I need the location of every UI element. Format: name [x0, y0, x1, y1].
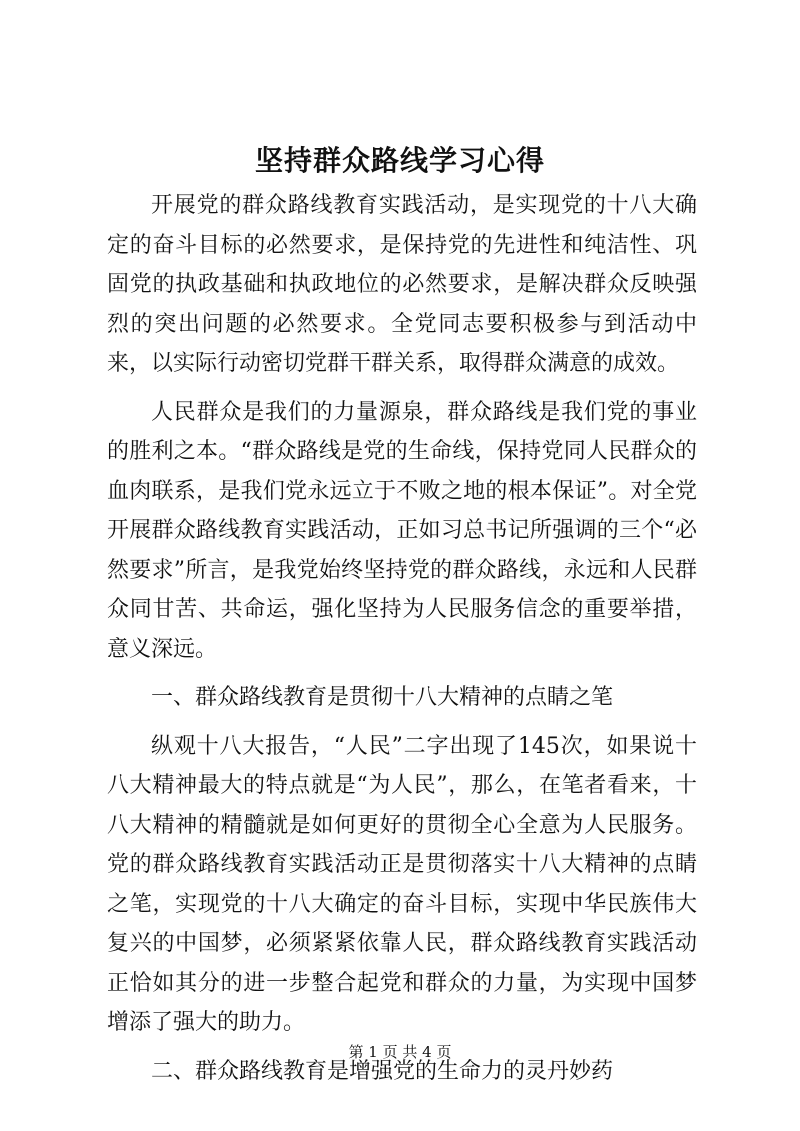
- section-2-heading: 二、群众路线教育是增强党的生命力的灵丹妙药: [151, 1058, 614, 1084]
- page-footer: 第 1 页 共 4 页: [348, 1043, 452, 1061]
- paragraph-2: 人民群众是我们的力量源泉，群众路线是我们党的事业的胜利之本。“群众路线是党的生命线，保持党同人民群众的血肉联系，是我们党永远立于不败之地的根本保证”。对全党开展群众路线教育实践活动，正如习总书记所强调的三个“必然要求”所言，是我党始终坚持党的群众路线，永远和人民群众同甘苦、共命运，强化坚持为人民服务信念的重要举措，意义深远。: [107, 399, 697, 662]
- paragraph-1: 开展党的群众路线教育实践活动，是实现党的十八大确定的奋斗目标的必然要求，是保持党的先进性和纯洁性、巩固党的执政基础和执政地位的必然要求，是解决群众反映强烈的突出问题的必然要求。全党同志要积极参与到活动中来，以实际行动密切党群干群关系，取得群众满意的成效。: [107, 193, 697, 376]
- section-1-heading: 一、群众路线教育是贯彻十八大精神的点睛之笔: [151, 685, 614, 710]
- document-body: [107, 186, 697, 1100]
- section-1-paragraph: 纵观十八大报告，“人民”二字出现了145次，如果说十八大精神最大的特点就是“为人民”，那么，在笔者看来，十八大精神的精髓就是如何更好的贯彻全心全意为人民服务。党的群众路线教育实践活动正是贯彻落实十八大精神的点睛之笔，实现党的十八大确定的奋斗目标，实现中华民族伟大复兴的中国梦，必须紧紧依靠人民，群众路线教育实践活动正恰如其分的进一步整合起党和群众的力量，为实现中国梦增添了强大的助力。: [107, 733, 697, 1035]
- document-title: 坚持群众路线学习心得: [254, 144, 545, 177]
